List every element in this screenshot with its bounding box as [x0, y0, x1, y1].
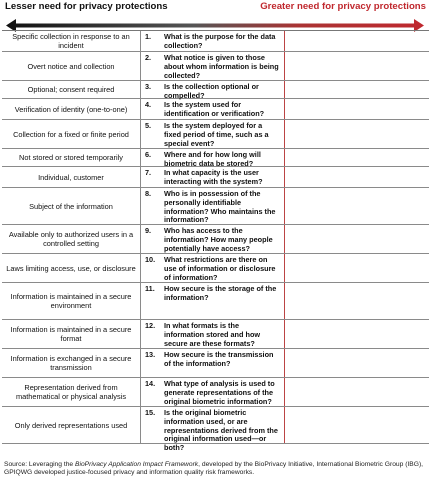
question-cell [141, 349, 285, 377]
lesser-need-cell: Optional; consent required [2, 81, 141, 98]
question-cell [141, 283, 285, 319]
greater-need-cell: Employee, citizen [328, 172, 386, 182]
question-number: 12. [145, 321, 156, 330]
question-number: 14. [145, 379, 156, 388]
lesser-need-cell: Representation derived from mathematical or physical analysis [2, 378, 141, 406]
greater-need-cell: Information is maintained in an easily read format [296, 325, 418, 343]
question-number: 9. [145, 226, 152, 235]
question-number: 6. [145, 150, 152, 159]
question-text: Who is in possession of the personally identifiable information? Who maintains the information? [164, 189, 276, 225]
question-text: In what capacity is the user interacting with the system? [164, 168, 263, 186]
question-text: Who has access to the information? How many people potentially have access? [164, 226, 273, 253]
header-greater-need: Greater need for privacy protections [260, 1, 426, 12]
source-suffix: , developed by the BioPrivacy Initiative, International Biometric Group (IBG), GPIQWG developed justice-focused privacy and information quality risk frameworks. [4, 461, 424, 477]
question-cell [141, 320, 285, 348]
question-text: How secure is the storage of the information? [164, 284, 277, 302]
question-cell [141, 81, 285, 98]
table-row [2, 99, 429, 120]
greater-need-cell: Available to the public generally or through a business service [300, 230, 414, 248]
lesser-need-cell: Laws limiting access, use, or disclosure [2, 254, 141, 282]
greater-need-cell: Stored indefinitely [327, 153, 387, 162]
lesser-need-cell: Subject of the information [2, 188, 141, 224]
source-title: BioPrivacy Application Impact Framework [75, 461, 199, 468]
table-row [2, 81, 429, 99]
greater-need-cell: Information is transmitted over unsecured or public channels or in unencrypted format [289, 349, 425, 377]
question-text: What type of analysis is used to generate representations of the original biometric information? [164, 379, 275, 406]
table-row [2, 149, 429, 167]
question-number: 11. [145, 284, 155, 293]
table-row [2, 188, 429, 225]
question-text: Is the collection optional or compelled? [164, 82, 259, 100]
lesser-need-cell: Specific collection in response to an incident [2, 31, 141, 51]
greater-need-cell: Covert collection; no notice [312, 61, 402, 71]
question-text: Is the system used for identification or verification? [164, 100, 265, 118]
table-row [2, 378, 429, 407]
question-number: 10. [145, 255, 156, 264]
table-row [2, 120, 429, 149]
header-lesser-need: Lesser need for privacy protections [5, 1, 168, 12]
question-text: In what formats is the information stored and how secure are these formats? [164, 321, 261, 348]
question-cell [141, 52, 285, 80]
greater-need-cell: Someone other than the subject [304, 201, 410, 211]
question-number: 2. [145, 53, 152, 62]
source-prefix: Source: Leveraging the [4, 461, 76, 468]
question-text: How secure is the transmission of the information? [164, 350, 274, 368]
question-text: Is the original biometric information used, or are representations derived from the original information used—or both? [164, 408, 278, 453]
lesser-need-cell: Available only to authorized users in a controlled setting [2, 225, 141, 253]
question-text: What is the purpose for the data collection? [164, 32, 276, 50]
lesser-need-cell: Only derived representations used [2, 407, 141, 443]
table-row [2, 283, 429, 320]
question-text: What notice is given to those about whom information is being collected? [164, 53, 279, 80]
question-text: Is the system deployed for a fixed period of time, such as a special event? [164, 121, 269, 148]
lesser-need-cell: Information is maintained in a secure environment [2, 283, 141, 319]
greater-need-cell: No formal restrictions [322, 263, 392, 273]
question-cell [141, 378, 285, 406]
question-cell [141, 120, 285, 148]
table-row [2, 320, 429, 349]
question-cell [141, 225, 285, 253]
table-row [2, 167, 429, 188]
question-text: What restrictions are there on use of information or disclosure of information? [164, 255, 276, 282]
question-number: 13. [145, 350, 156, 359]
lesser-need-cell: Information is exchanged in a secure transmission [2, 349, 141, 377]
table-row [2, 31, 429, 52]
question-cell [141, 188, 285, 224]
header [0, 0, 430, 16]
question-cell [141, 99, 285, 119]
question-number: 7. [145, 168, 152, 177]
question-number: 15. [145, 408, 156, 417]
question-number: 4. [145, 100, 152, 109]
question-cell [141, 254, 285, 282]
greater-need-cell: Original and derived representations [297, 420, 417, 430]
greater-need-cell: Compelled or consent implied [308, 85, 406, 94]
question-number: 5. [145, 121, 152, 130]
table-row [2, 52, 429, 81]
table-row [2, 349, 429, 378]
greater-need-cell: Generalized collection for prevention [297, 36, 417, 46]
question-cell [141, 149, 285, 166]
lesser-need-cell: Not stored or stored temporarily [2, 149, 141, 166]
question-cell [141, 167, 285, 187]
privacy-table [2, 30, 429, 453]
table-row [2, 254, 429, 283]
greater-need-cell: Information is maintained in an environment subject to leaks, hacking, and accidental disclosure or modification [290, 287, 424, 315]
question-number: 8. [145, 189, 152, 198]
question-cell [141, 31, 285, 51]
source-note [4, 461, 428, 478]
question-text: Where and for how long will biometric data be stored? [164, 150, 261, 168]
lesser-need-cell: Information is maintained in a secure format [2, 320, 141, 348]
greater-need-cell: Ongoing or indefinite collection [306, 129, 408, 139]
lesser-need-cell: Verification of identity (one-to-one) [2, 99, 141, 119]
table-row [2, 407, 429, 453]
question-number: 3. [145, 82, 152, 91]
greater-need-cell: Identification (one-to-many) [312, 104, 402, 114]
question-number: 1. [145, 32, 152, 41]
question-cell [141, 407, 285, 453]
table-row [2, 225, 429, 254]
greater-need-cell: Behavioral interpretation of original information [299, 383, 415, 401]
lesser-need-cell: Overt notice and collection [2, 52, 141, 80]
lesser-need-cell: Collection for a fixed or finite period [2, 120, 141, 148]
lesser-need-cell: Individual, customer [2, 167, 141, 187]
